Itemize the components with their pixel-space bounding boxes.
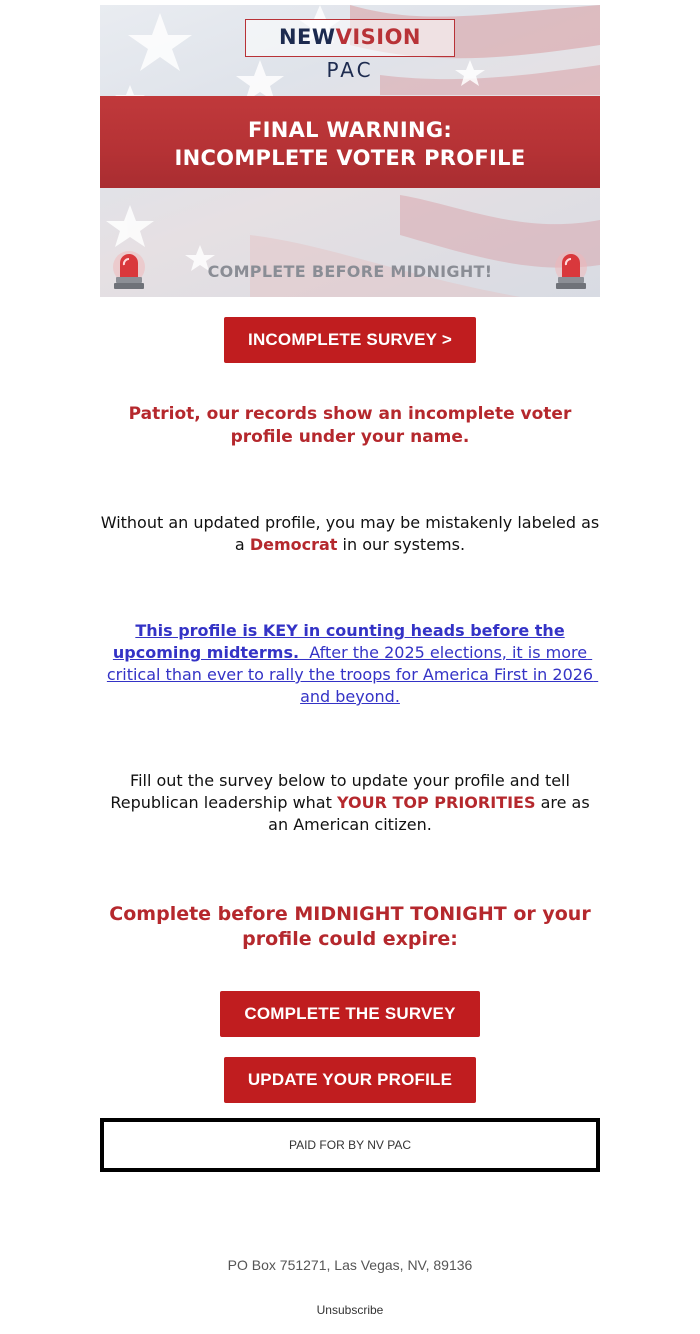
- logo: [245, 19, 455, 82]
- top-priorities-highlight: YOUR TOP PRIORITIES: [336, 793, 536, 812]
- midnight-highlight: MIDNIGHT TONIGHT: [294, 903, 507, 925]
- logo-pac: PAC: [326, 58, 374, 82]
- complete-survey-button[interactable]: COMPLETE THE SURVEY: [220, 991, 480, 1037]
- hero-deadline-text: COMPLETE BEFORE MIDNIGHT!: [207, 262, 493, 281]
- democrat-highlight: Democrat: [249, 535, 338, 554]
- logo-vision: VISION: [335, 25, 422, 49]
- paid-for-disclaimer: PAID FOR BY NV PAC: [100, 1118, 600, 1172]
- siren-icon: [554, 247, 588, 291]
- unsubscribe-link[interactable]: Unsubscribe: [316, 1303, 384, 1317]
- profile-key-link-bold[interactable]: This profile is KEY in counting heads before the upcoming midterms.: [112, 621, 565, 662]
- logo-new: NEW: [278, 25, 336, 49]
- profile-warning-text: Without an updated profile, you may be mistakenly labeled as a Democrat in our systems.: [100, 513, 600, 554]
- incomplete-survey-button[interactable]: INCOMPLETE SURVEY >: [224, 317, 476, 363]
- warning-headline-2: INCOMPLETE VOTER PROFILE: [174, 146, 526, 170]
- mailing-address: PO Box 751271, Las Vegas, NV, 89136: [227, 1257, 473, 1273]
- warning-headline-1: FINAL WARNING:: [247, 118, 453, 142]
- hero-banner: [100, 5, 600, 297]
- profile-key-link-text[interactable]: After the 2025 elections, it is more critical than ever to rally the troops for America First in 2026 and beyond.: [106, 643, 599, 706]
- patriot-message: Patriot, our records show an incomplete voter profile under your name.: [128, 404, 572, 447]
- deadline-message: Complete before MIDNIGHT TONIGHT or your profile could expire:: [109, 903, 591, 950]
- siren-icon: [112, 247, 146, 291]
- survey-instructions: Fill out the survey below to update your profile and tell Republican leadership what YOUR TOP PRIORITIES are as an American citizen.: [110, 771, 590, 834]
- warning-band: [100, 96, 600, 188]
- profile-key-link[interactable]: [100, 620, 600, 708]
- update-profile-button[interactable]: UPDATE YOUR PROFILE: [224, 1057, 476, 1103]
